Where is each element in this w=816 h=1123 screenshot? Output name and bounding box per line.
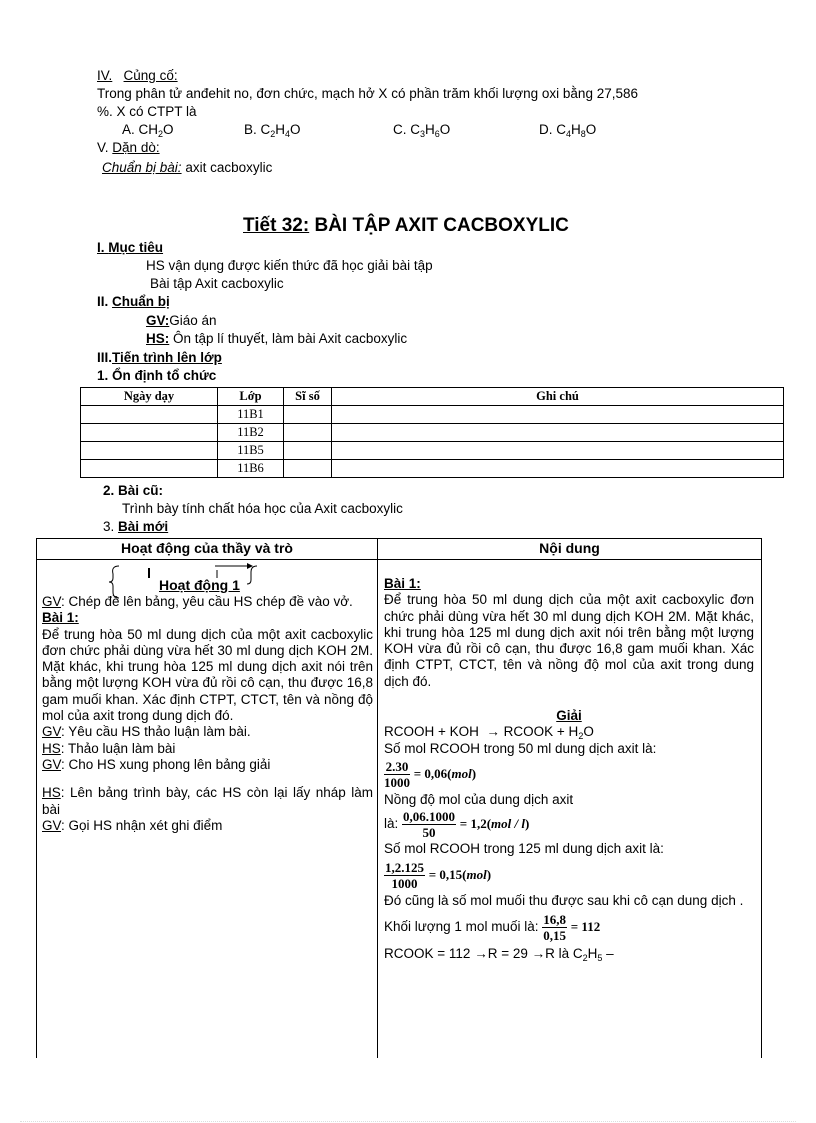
class-table-header-row	[81, 388, 784, 406]
prepare-label: Chuẩn bị bài:	[102, 160, 182, 175]
column-divider	[377, 538, 378, 1058]
table-row: 11B5	[81, 442, 784, 460]
solution-heading: Giải	[556, 708, 582, 724]
title-text: BÀI TẬP AXIT CACBOXYLIC	[314, 215, 569, 236]
right-exercise-text: Để trung hòa 50 ml dung dịch của một axit cacboxylic đơn chức phải dùng vừa hết 30 ml dung dịch KOH 2M. Mặt khác, khi trung hòa 125 ml dung dịch axit nói trên bằng một lượng KOH vừa đủ rồi cô cạn, thu được 16,8 gam muối khan. Xác định CTPT, CTCT, tên và nồng độ mol của axit trong dung dịch đó.	[384, 592, 754, 689]
review-heading	[97, 68, 178, 84]
section-objectives: I. Mục tiêu	[97, 240, 164, 255]
objective-2: Bài tập Axit cacboxylic	[150, 276, 284, 291]
header-class: Lớp	[218, 388, 284, 406]
review-heading-number: IV.	[97, 68, 113, 83]
step-1-heading: 1. Ổn định tổ chức	[97, 368, 217, 383]
review-heading-label: Củng cố:	[123, 68, 178, 83]
header-date: Ngày dạy	[81, 388, 218, 406]
option-c: C. $C_3H_6O$	[393, 122, 451, 139]
class-table	[80, 387, 784, 478]
step-2-heading: 2. Bài cũ:	[103, 483, 164, 498]
homework-label: Dặn dò:	[112, 140, 160, 155]
activity-title: Hoạt động 1	[159, 577, 240, 593]
header-notes: Ghi chú	[332, 388, 784, 406]
right-column: Bài 1: Để trung hòa 50 ml dung dịch của một axit cacboxylic đơn chức phải dùng vừa hết 30 ml dung dịch KOH 2M. Mặt khác, khi trung hòa 125 ml dung dịch axit nói trên bằng một lượng KOH vừa đủ rồi cô cạn, thu được 16,8 gam muối khan. Xác định CTPT, CTCT, tên và nồng độ mol của axit trong dung dịch đó. Giải RCOOH + KOH → RCOOK + $H_2O$ Số mol RCOOH trong 50 ml dung dịch axit là: $\frac{2.30}{1000}$ = 0,06(mol) Nồng độ mol của dung dịch axit là: $\frac{0,06.1000}{50}$ = 1,2(mol / l) Số mol RCOOH trong 125 ml dung dịch axit là: $\frac{1,2.125}{1000}$ = 0,15(mol) Đó cũng là số mol muối thu được sau khi cô cạn dung dịch . Khối lượng 1 mol muối là: $\frac{16,8}{0,15}$ = 112 RCOOK = 112 →R = 29 →R là $C_2H_5$ –	[384, 576, 754, 963]
page-title	[243, 215, 569, 237]
prepare-line	[102, 160, 272, 176]
table-row: 11B1	[81, 406, 784, 424]
section-process: III.Tiến trình lên lớp	[97, 350, 222, 365]
final-equation: RCOOK = 112 →R = 29 →R là $C_2H_5$ –	[384, 945, 614, 963]
col1-header: Hoạt động của thầy và trò	[121, 540, 293, 556]
step-3-heading: 3. Bài mới	[103, 519, 169, 534]
option-a: A. $CH_2O$	[122, 122, 174, 139]
col2-header: Nội dung	[539, 540, 600, 556]
formula-3: $\frac{1,2.125}{1000}$ = 0,15(mol)	[385, 859, 492, 891]
review-question-line2: %. X có CTPT là	[97, 104, 197, 119]
lesson-table	[36, 538, 762, 1058]
homework-heading	[97, 140, 160, 156]
review-question-line1: Trong phân tử anđehit no, đơn chức, mạch hở X có phần trăm khối lượng oxi bằng 27,586	[97, 86, 638, 101]
prepare-text: axit cacboxylic	[185, 160, 273, 175]
table-row: 11B2	[81, 424, 784, 442]
objective-1: HS vận dụng được kiến thức đã học giải bài tập	[146, 258, 433, 273]
option-b: B. $C_2H_4O$	[244, 122, 301, 139]
formula-1: $\frac{2.30}{1000}$ = 0,06(mol)	[384, 758, 477, 790]
page-bottom-divider	[20, 1121, 796, 1122]
section-preparation: II. Chuẩn bị	[97, 294, 170, 309]
option-d: D. $C_4H_8O$	[539, 122, 597, 139]
title-prefix: Tiết 32:	[243, 215, 310, 236]
gv-preparation: GV:Giáo án	[146, 313, 217, 328]
formula-2: là: $\frac{0,06.1000}{50}$ = 1,2(mol / l)	[384, 809, 530, 841]
left-column: GV: Chép đề lên bảng, yêu cầu HS chép đề vào vở. Bài 1: Để trung hòa 50 ml dung dịch của một axit cacboxylic đơn chức phải dùng vừa hết 30 ml dung dịch KOH 2M. Mặt khác, khi trung hòa 125 ml dung dịch axit nói trên bằng một lượng KOH vừa đủ rồi cô cạn, thu được 16,8 gam muối khan. Xác định CTPT, CTCT, tên và nồng độ mol của axit trong dung dịch đó. GV: Yêu cầu HS thảo luận làm bài. HS: Thảo luận làm bài GV: Cho HS xung phong lên bảng giải HS: Lên bảng trình bày, các HS còn lại lấy nháp làm bài GV: Gọi HS nhận xét ghi điểm	[42, 594, 373, 833]
table-row: 11B6	[81, 460, 784, 478]
header-count: Sĩ số	[284, 388, 332, 406]
reaction-equation: RCOOH + KOH → RCOOK + $H_2O$	[384, 724, 594, 742]
hs-preparation: HS: Ôn tập lí thuyết, làm bài Axit cacboxylic	[146, 331, 408, 346]
step-2-text: Trình bày tính chất hóa học của Axit cacboxylic	[122, 501, 403, 516]
homework-number: V.	[97, 140, 109, 155]
left-exercise-text: Để trung hòa 50 ml dung dịch của một axit cacboxylic đơn chức phải dùng vừa hết 30 ml dung dịch KOH 2M. Mặt khác, khi trung hòa 125 ml dung dịch axit nói trên bằng một lượng KOH vừa đủ rồi cô cạn, thu được 16,8 gam muối khan. Xác định CTPT, CTCT, tên và nồng độ mol của axit trong dung dịch đó.	[42, 626, 373, 724]
formula-4: Khối lượng 1 mol muối là: $\frac{16,8}{0,15}$ = 112	[384, 911, 601, 943]
